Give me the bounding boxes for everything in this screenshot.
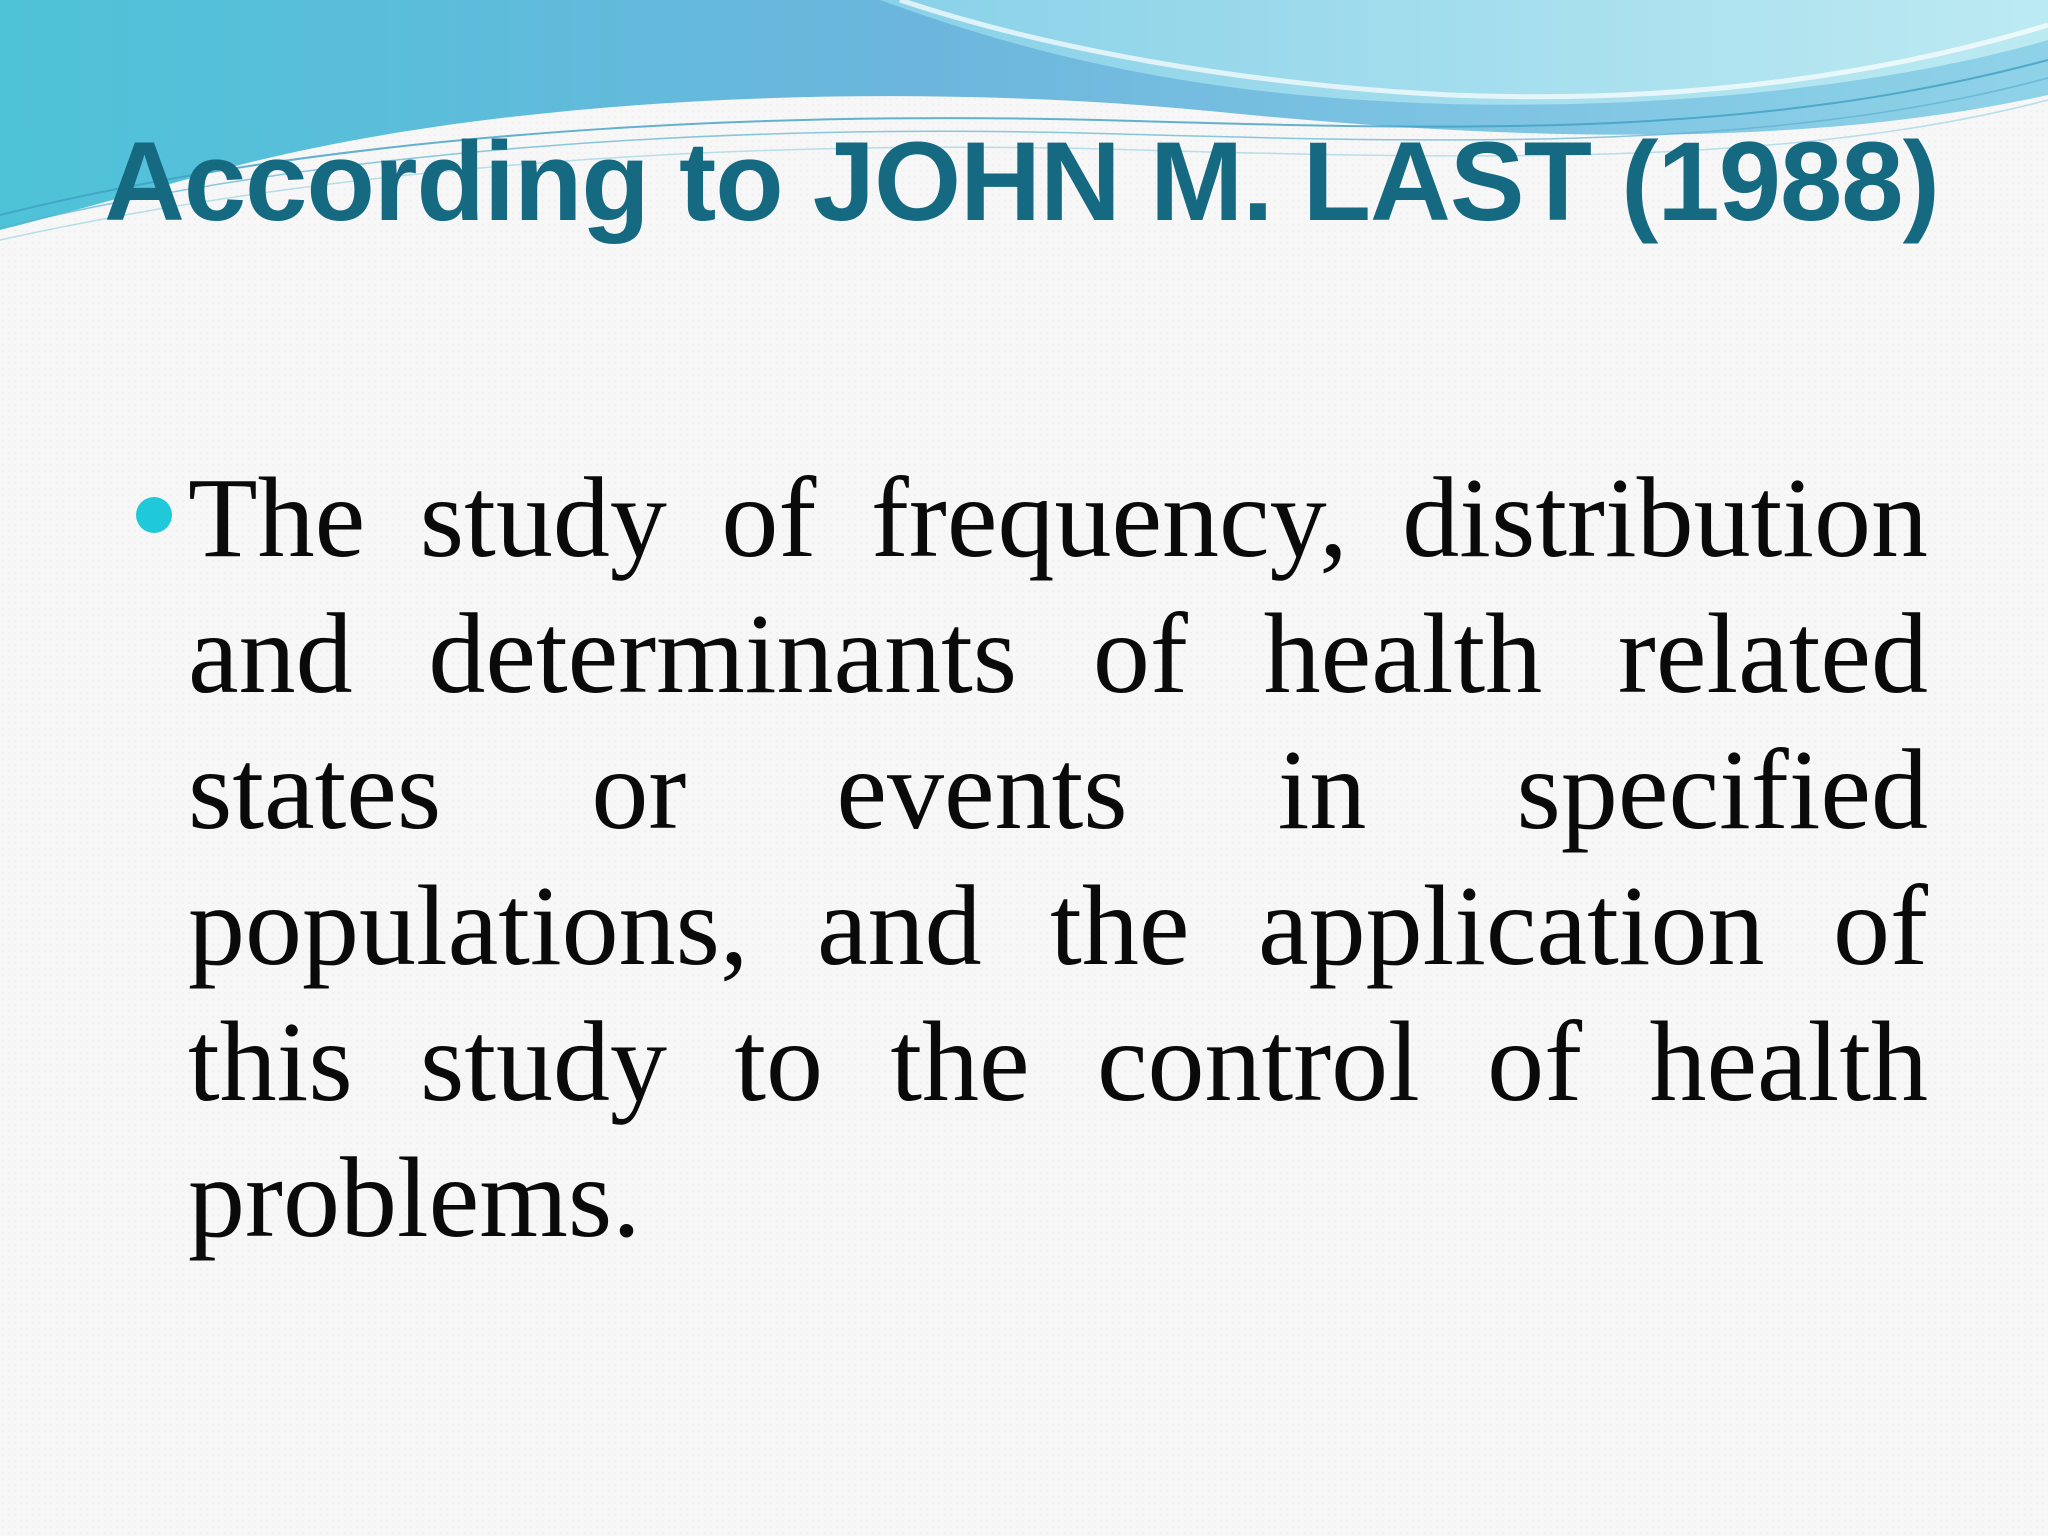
bullet-text: The study of frequency, distribution and determinants of health related states or events in specified populations, and the application of this study to the control of health problems. <box>188 454 1928 1261</box>
bullet-list <box>128 450 1928 1266</box>
bullet-item <box>128 450 1928 1266</box>
slide-title: According to JOHN M. LAST (1988) <box>104 119 1939 244</box>
bullet-dot-icon <box>136 497 172 533</box>
